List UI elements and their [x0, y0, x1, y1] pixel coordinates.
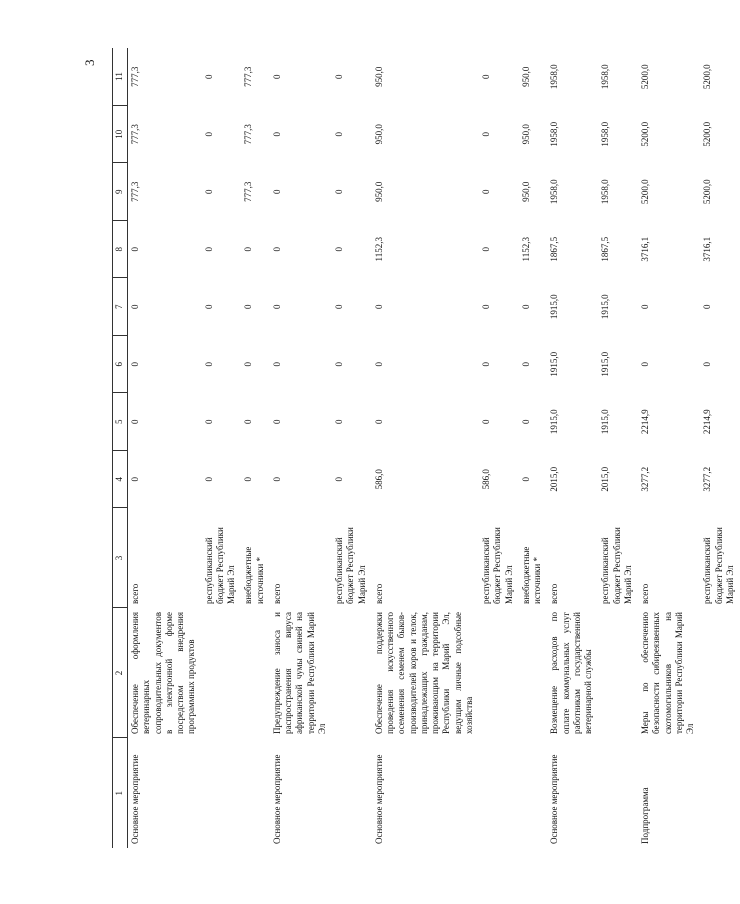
value-cell: 0 [702, 362, 713, 367]
funding-source-cell: внебюджетные источники * [243, 546, 265, 604]
value-cell: 0 [203, 477, 214, 482]
value-cell: 0 [203, 132, 214, 137]
row-description-cell [519, 608, 548, 738]
value-cell: 0 [271, 304, 282, 309]
value-cell: 0 [203, 247, 214, 252]
value-cell: 0 [271, 247, 282, 252]
value-cell: 1958,0 [549, 64, 560, 90]
value-cell: 0 [130, 304, 140, 309]
table-row [128, 48, 202, 848]
value-cell: 0 [243, 247, 254, 252]
value-cell: 0 [271, 419, 282, 424]
value-cell: 0 [520, 419, 531, 424]
table-row [598, 48, 638, 848]
value-cell: 0 [203, 362, 214, 367]
row-description-cell: Предупреждение заноса и распространения вируса африканской чумы свиней на территории Республики Марий Эл [271, 612, 327, 734]
value-cell: 950,0 [373, 181, 384, 202]
row-description-cell [479, 608, 519, 738]
value-cell: 3716,1 [702, 236, 713, 262]
value-cell: 1152,3 [520, 237, 531, 262]
table-row [202, 48, 242, 848]
value-cell: 3716,1 [640, 236, 650, 262]
value-cell: 0 [271, 362, 282, 367]
value-cell: 1915,0 [549, 409, 560, 435]
value-cell: 0 [243, 419, 254, 424]
funding-source-cell: всего [373, 583, 384, 604]
row-type-cell: Основное мероприятие [373, 754, 384, 844]
value-cell: 0 [130, 477, 140, 482]
value-cell: 0 [481, 189, 491, 194]
value-cell: 0 [243, 362, 254, 367]
row-type-cell: Основное мероприятие [271, 754, 282, 844]
col-header: 8 [113, 221, 128, 279]
row-type-cell [332, 738, 372, 848]
value-cell: 950,0 [373, 66, 384, 87]
row-type-cell [479, 738, 519, 848]
value-cell: 0 [481, 132, 491, 137]
page-number: 3 [82, 59, 97, 66]
row-type-cell [598, 738, 638, 848]
value-cell: 1958,0 [600, 179, 611, 205]
value-cell: 0 [373, 362, 384, 367]
table-row [241, 48, 270, 848]
rotated-table-container [112, 48, 735, 848]
funding-source-cell: всего [130, 583, 140, 604]
funding-source-cell: всего [549, 583, 560, 604]
value-cell: 0 [334, 189, 344, 194]
row-type-cell: Основное мероприятие [130, 754, 140, 844]
value-cell: 1867,5 [549, 236, 560, 262]
funding-source-cell: всего [640, 583, 650, 604]
value-cell: 1915,0 [600, 409, 611, 435]
row-description-cell [202, 608, 242, 738]
table-row [700, 48, 740, 848]
value-cell: 1152,3 [373, 237, 384, 262]
table-row [332, 48, 372, 848]
value-cell: 0 [271, 74, 282, 79]
row-type-cell [519, 738, 548, 848]
value-cell: 1867,5 [600, 236, 611, 262]
col-header: 1 [113, 738, 128, 848]
value-cell: 0 [481, 362, 491, 367]
value-cell: 777,3 [130, 124, 140, 145]
value-cell: 0 [243, 477, 254, 482]
value-cell: 0 [702, 304, 713, 309]
value-cell: 0 [334, 247, 344, 252]
value-cell: 0 [334, 419, 344, 424]
funding-source-cell: всего [271, 583, 282, 604]
value-cell: 5200,0 [702, 64, 713, 90]
row-type-cell [202, 738, 242, 848]
value-cell: 5200,0 [702, 121, 713, 147]
value-cell: 777,3 [243, 181, 254, 202]
value-cell: 5200,0 [640, 179, 650, 205]
row-type-cell [700, 738, 740, 848]
col-header: 11 [113, 48, 128, 106]
budget-table [112, 48, 740, 848]
col-header: 7 [113, 278, 128, 336]
funding-source-cell: республиканский бюджет Республики Марий Эл [481, 527, 514, 604]
value-cell: 0 [130, 419, 140, 424]
row-description-cell [241, 608, 270, 738]
row-description-cell: Обеспечение оформления ветеринарных сопроводительных документов в электронной форме посредством внедрения программных продуктов [130, 612, 197, 734]
row-type-cell: Подпрограмма [640, 787, 650, 844]
row-description-cell [332, 608, 372, 738]
value-cell: 1915,0 [549, 294, 560, 320]
value-cell: 2214,9 [702, 409, 713, 435]
value-cell: 0 [481, 74, 491, 79]
value-cell: 586,0 [373, 469, 384, 490]
value-cell: 1958,0 [600, 121, 611, 147]
funding-source-cell: республиканский бюджет Республики Марий Эл [600, 527, 633, 604]
funding-source-cell: республиканский бюджет Республики Марий Эл [334, 527, 367, 604]
table-row [479, 48, 519, 848]
value-cell: 0 [203, 419, 214, 424]
value-cell: 0 [520, 304, 531, 309]
value-cell: 950,0 [520, 181, 531, 202]
value-cell: 777,3 [243, 124, 254, 145]
value-cell: 0 [481, 247, 491, 252]
value-cell: 950,0 [520, 124, 531, 145]
value-cell: 1958,0 [600, 64, 611, 90]
value-cell: 2015,0 [549, 466, 560, 492]
value-cell: 0 [130, 247, 140, 252]
col-header: 3 [113, 508, 128, 608]
value-cell: 0 [334, 304, 344, 309]
table-body [128, 48, 740, 848]
table-row [519, 48, 548, 848]
col-header: 5 [113, 393, 128, 451]
value-cell: 0 [640, 362, 650, 367]
value-cell: 1958,0 [549, 179, 560, 205]
value-cell: 0 [203, 304, 214, 309]
value-cell: 3277,2 [640, 466, 650, 492]
value-cell: 0 [334, 132, 344, 137]
value-cell: 1915,0 [549, 351, 560, 377]
table-row [372, 48, 479, 848]
funding-source-cell: республиканский бюджет Республики Марий Эл [203, 527, 236, 604]
value-cell: 586,0 [481, 469, 491, 490]
col-header: 2 [113, 608, 128, 738]
value-cell: 0 [271, 477, 282, 482]
value-cell: 0 [271, 189, 282, 194]
row-description-cell: Обеспечение поддержки проведения искусственного осеменения семенем быков-производителей коров и телок, принадлежащих гражданам, проживающим на территории Республики Марий Эл, ведущим личные подсобные хозяйства [373, 612, 474, 734]
table-row [638, 48, 700, 848]
value-cell: 950,0 [373, 124, 384, 145]
col-header: 6 [113, 336, 128, 394]
row-description-cell [700, 608, 740, 738]
value-cell: 5200,0 [702, 179, 713, 205]
value-cell: 0 [130, 362, 140, 367]
value-cell: 5200,0 [640, 121, 650, 147]
col-header: 10 [113, 106, 128, 164]
value-cell: 0 [373, 304, 384, 309]
row-type-cell [241, 738, 270, 848]
value-cell: 0 [334, 362, 344, 367]
value-cell: 0 [373, 419, 384, 424]
table-row [270, 48, 332, 848]
value-cell: 0 [481, 419, 491, 424]
table-row [547, 48, 598, 848]
value-cell: 0 [334, 477, 344, 482]
value-cell: 777,3 [243, 66, 254, 87]
row-description-cell [598, 608, 638, 738]
column-number-row [113, 48, 128, 848]
value-cell: 1915,0 [600, 351, 611, 377]
value-cell: 5200,0 [640, 64, 650, 90]
value-cell: 0 [640, 304, 650, 309]
value-cell: 0 [520, 362, 531, 367]
row-type-cell: Основное мероприятие [549, 754, 560, 844]
value-cell: 2015,0 [600, 466, 611, 492]
value-cell: 777,3 [130, 181, 140, 202]
col-header: 4 [113, 451, 128, 509]
value-cell: 0 [271, 132, 282, 137]
value-cell: 0 [481, 304, 491, 309]
value-cell: 1958,0 [549, 121, 560, 147]
value-cell: 3277,2 [702, 466, 713, 492]
col-header: 9 [113, 163, 128, 221]
value-cell: 0 [520, 477, 531, 482]
row-description-cell: Возмещение расходов по оплате коммунальных услуг работникам государственной ветеринарной службы [549, 612, 593, 734]
value-cell: 777,3 [130, 66, 140, 87]
row-description-cell: Меры по обеспечению безопасности сибиреязвенных скотомогильников на территории Республики Марий Эл [640, 612, 695, 734]
value-cell: 0 [243, 304, 254, 309]
value-cell: 1915,0 [600, 294, 611, 320]
value-cell: 2214,9 [640, 409, 650, 435]
value-cell: 0 [203, 74, 214, 79]
value-cell: 950,0 [520, 66, 531, 87]
funding-source-cell: внебюджетные источники * [520, 546, 542, 604]
value-cell: 0 [334, 74, 344, 79]
value-cell: 0 [203, 189, 214, 194]
funding-source-cell: республиканский бюджет Республики Марий Эл [702, 527, 735, 604]
